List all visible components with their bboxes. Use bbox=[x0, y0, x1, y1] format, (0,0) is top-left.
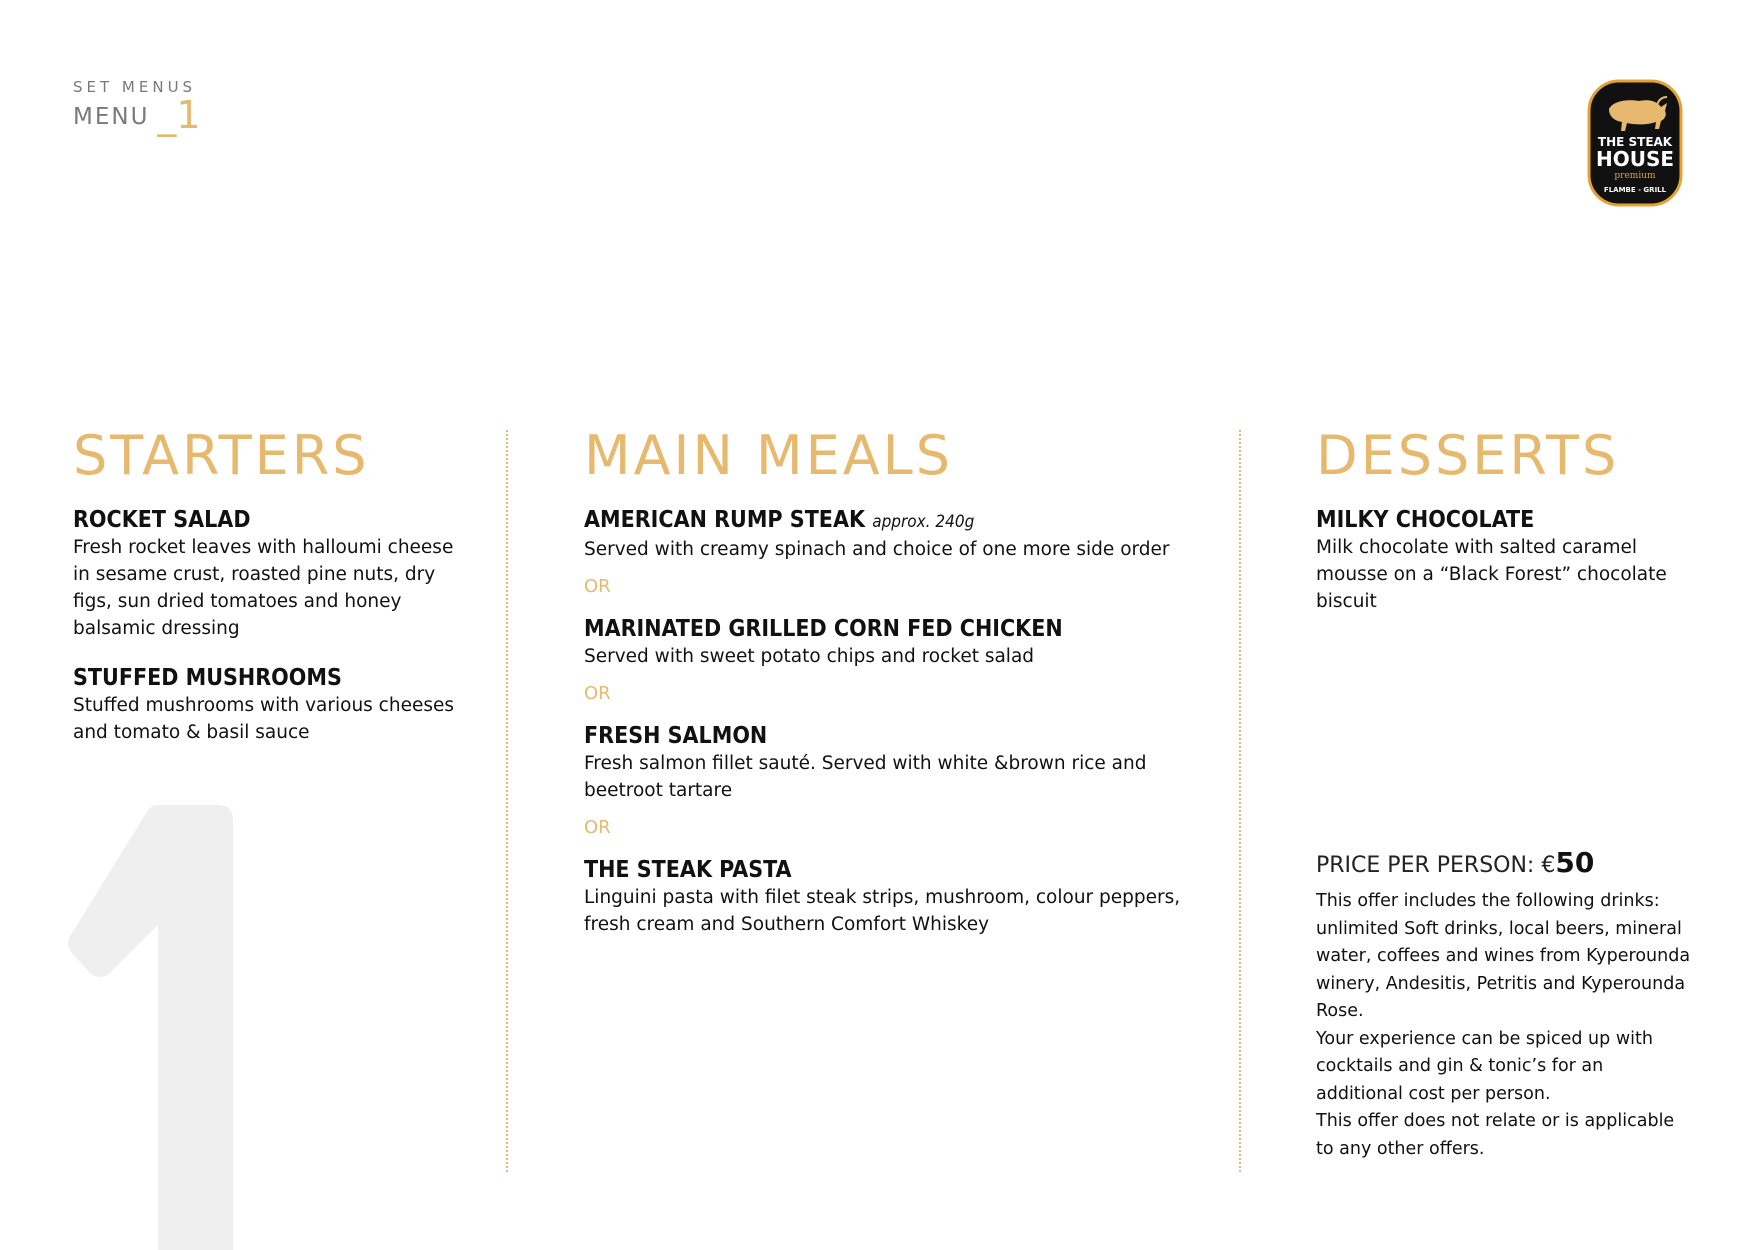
or-separator: OR bbox=[584, 576, 611, 597]
menu-item-note: approx. 240g bbox=[872, 512, 975, 532]
svg-text:HOUSE: HOUSE bbox=[1595, 147, 1675, 171]
starters-section bbox=[73, 424, 458, 768]
menu-item-name: ROCKET SALAD bbox=[73, 507, 251, 533]
main-meals-title: MAIN MEALS bbox=[584, 424, 954, 487]
or-separator: OR bbox=[584, 683, 611, 704]
menu-item-description: Fresh salmon fillet sauté. Served with white &brown rice and beetroot tartare bbox=[584, 753, 1147, 801]
column-divider-left bbox=[506, 430, 508, 1172]
page-header bbox=[73, 78, 201, 137]
price-line bbox=[1316, 845, 1694, 884]
price-label: PRICE PER PERSON: € bbox=[1316, 853, 1556, 878]
menu-item-description: Milk chocolate with salted caramel mousse on a “Black Forest” chocolate biscuit bbox=[1316, 537, 1667, 612]
menu-title-text: MENU bbox=[73, 104, 150, 130]
svg-text:FLAMBE - GRILL: FLAMBE - GRILL bbox=[1603, 186, 1667, 194]
steak-house-logo bbox=[1587, 79, 1683, 207]
starters-title: STARTERS bbox=[73, 424, 370, 487]
menu-item-name: MILKY CHOCOLATE bbox=[1316, 507, 1535, 533]
desserts-section bbox=[1316, 424, 1692, 637]
main-meals-section bbox=[584, 424, 1184, 960]
svg-text:premium: premium bbox=[1614, 171, 1656, 181]
price-section bbox=[1316, 845, 1694, 1163]
price-amount: 50 bbox=[1555, 846, 1595, 879]
menu-item-name bbox=[584, 506, 1184, 536]
menu-number: _1 bbox=[157, 93, 201, 137]
offer-upgrade-text: Your experience can be spiced up with cocktails and gin & tonic’s for an additional cost per person. bbox=[1316, 1028, 1653, 1104]
menu-item-description: Served with creamy spinach and choice of one more side order bbox=[584, 539, 1170, 560]
menu-item-name: THE STEAK PASTA bbox=[584, 857, 792, 883]
svg-text:THE STEAK: THE STEAK bbox=[1597, 135, 1673, 149]
menu-item-description: Stuffed mushrooms with various cheeses and tomato & basil sauce bbox=[73, 695, 455, 743]
big-number-one-watermark bbox=[68, 805, 233, 1250]
overline-label: SET MENUS bbox=[73, 78, 197, 96]
offer-terms-text: This offer does not relate or is applicable to any other offers. bbox=[1316, 1111, 1675, 1159]
offer-drinks-text: This offer includes the following drinks: unlimited Soft drinks, local beers, mineral water, coffees and wines from Kyperounda winery, Andesitis, Petritis and Kyperounda Rose. bbox=[1316, 891, 1691, 1021]
menu-item-description: Served with sweet potato chips and rocket salad bbox=[584, 646, 1035, 667]
desserts-title: DESSERTS bbox=[1316, 424, 1620, 487]
menu-item-name: MARINATED GRILLED CORN FED CHICKEN bbox=[584, 616, 1063, 642]
menu-item-name: FRESH SALMON bbox=[584, 723, 768, 749]
or-separator: OR bbox=[584, 817, 611, 838]
menu-title bbox=[73, 93, 201, 137]
menu-item-description: Fresh rocket leaves with halloumi cheese in sesame crust, roasted pine nuts, dry figs, sun dried tomatoes and honey balsamic dressing bbox=[73, 537, 454, 639]
menu-item-name-text: AMERICAN RUMP STEAK bbox=[584, 507, 865, 533]
column-divider-right bbox=[1239, 430, 1241, 1172]
menu-item-name: STUFFED MUSHROOMS bbox=[73, 665, 342, 691]
menu-item-description: Linguini pasta with filet steak strips, mushroom, colour peppers, fresh cream and Southern Comfort Whiskey bbox=[584, 887, 1181, 935]
